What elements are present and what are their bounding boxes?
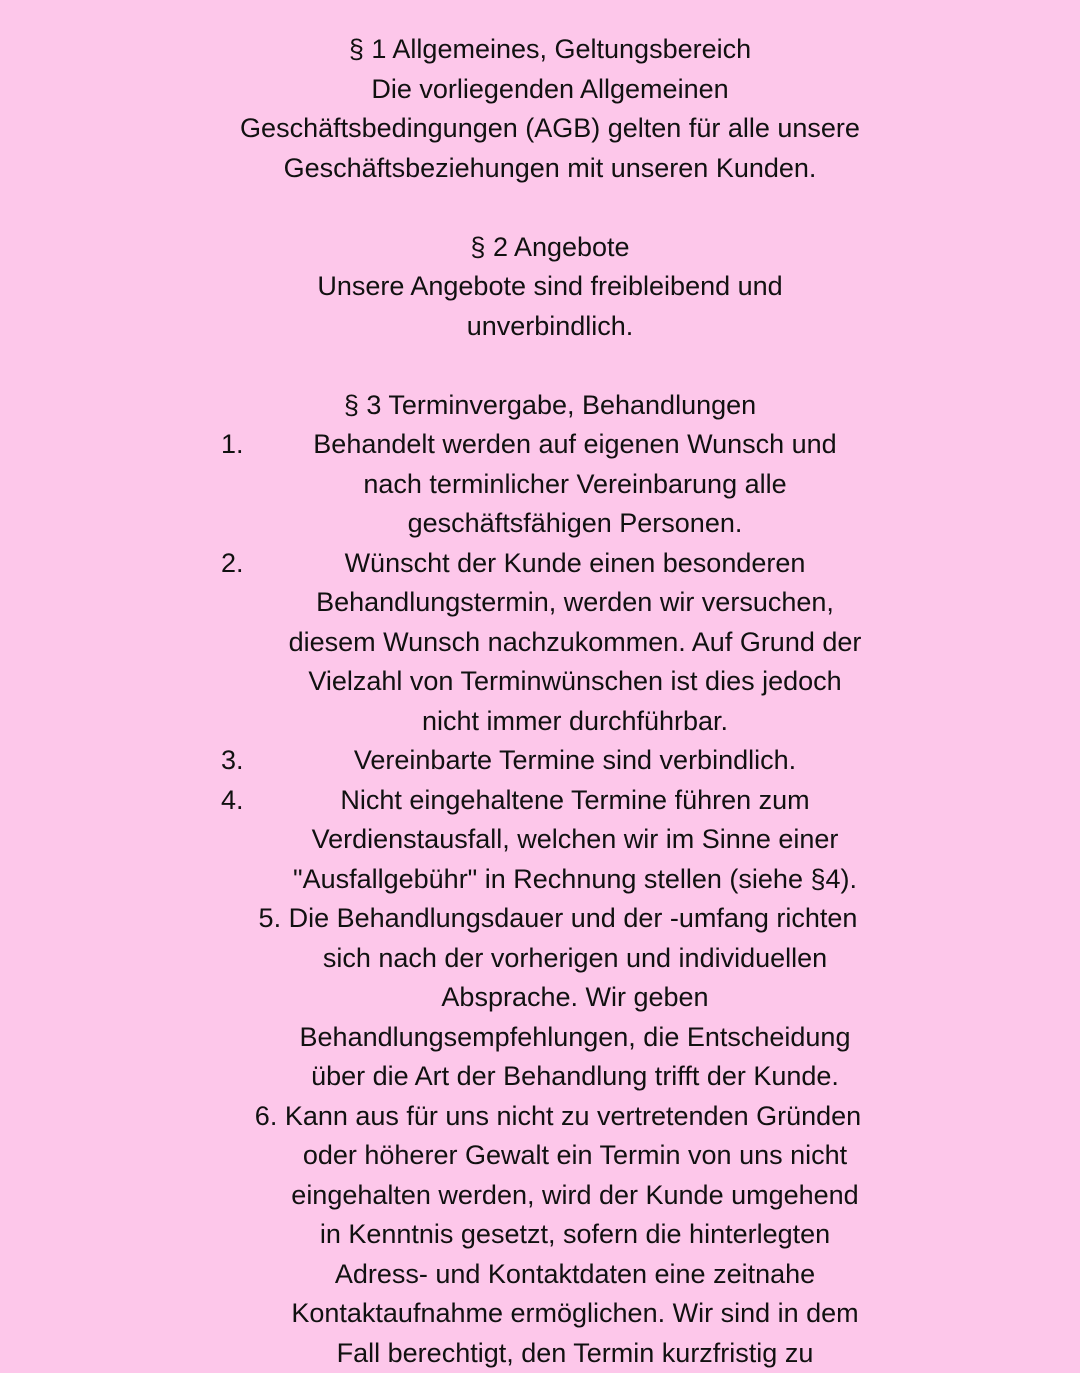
text-line (0, 267, 1080, 307)
agb-document (0, 30, 1080, 1373)
line-text: diesem Wunsch nachzukommen. Auf Grund der (150, 623, 1000, 663)
text-line (0, 1334, 1080, 1373)
text-line (0, 741, 1080, 781)
text-line (0, 899, 1080, 939)
line-text: Adress- und Kontaktdaten eine zeitnahe (150, 1255, 1000, 1295)
text-line (0, 820, 1080, 860)
line-text: Verdienstausfall, welchen wir im Sinne einer (150, 820, 1000, 860)
text-line (0, 149, 1080, 189)
line-text: Vereinbarte Termine sind verbindlich. (150, 741, 1000, 781)
text-line (0, 1057, 1080, 1097)
text-line (0, 623, 1080, 663)
text-line (0, 1136, 1080, 1176)
text-line (0, 1215, 1080, 1255)
list-number: 1. (221, 425, 244, 465)
line-text: Die vorliegenden Allgemeinen (100, 70, 1000, 110)
line-text: unverbindlich. (100, 307, 1000, 347)
text-line (0, 1097, 1080, 1137)
text-line (0, 662, 1080, 702)
text-line (0, 504, 1080, 544)
line-text: Nicht eingehaltene Termine führen zum (150, 781, 1000, 821)
text-line (0, 425, 1080, 465)
section-heading (0, 228, 1080, 268)
line-text: über die Art der Behandlung trifft der Kunde. (150, 1057, 1000, 1097)
text-line (0, 109, 1080, 149)
line-text: Vielzahl von Terminwünschen ist dies jedoch (150, 662, 1000, 702)
line-text: Geschäftsbedingungen (AGB) gelten für alle unsere (100, 109, 1000, 149)
blank-line (0, 346, 1080, 386)
list-number: 4. (221, 781, 244, 821)
line-text: Kontaktaufnahme ermöglichen. Wir sind in dem (150, 1294, 1000, 1334)
line-text: Fall berechtigt, den Termin kurzfristig zu (150, 1334, 1000, 1373)
line-text: eingehalten werden, wird der Kunde umgehend (150, 1176, 1000, 1216)
line-text: Unsere Angebote sind freibleibend und (100, 267, 1000, 307)
section-heading (0, 30, 1080, 70)
text-line (0, 465, 1080, 505)
text-line (0, 307, 1080, 347)
text-line (0, 939, 1080, 979)
line-text: Absprache. Wir geben (150, 978, 1000, 1018)
line-text: Geschäftsbeziehungen mit unseren Kunden. (100, 149, 1000, 189)
line-text: nach terminlicher Vereinbarung alle (150, 465, 1000, 505)
text-line (0, 583, 1080, 623)
text-line (0, 860, 1080, 900)
text-line (0, 781, 1080, 821)
text-line (0, 544, 1080, 584)
text-line (0, 1255, 1080, 1295)
line-text: sich nach der vorherigen und individuellen (150, 939, 1000, 979)
list-number: 3. (221, 741, 244, 781)
line-text: Behandlungsempfehlungen, die Entscheidung (150, 1018, 1000, 1058)
blank-line (0, 188, 1080, 228)
section-heading (0, 386, 1080, 426)
line-text: oder höherer Gewalt ein Termin von uns nicht (150, 1136, 1000, 1176)
line-text: Behandelt werden auf eigenen Wunsch und (150, 425, 1000, 465)
line-text: Behandlungstermin, werden wir versuchen, (150, 583, 1000, 623)
text-line (0, 1176, 1080, 1216)
text-line (0, 978, 1080, 1018)
text-line (0, 70, 1080, 110)
line-text: § 3 Terminvergabe, Behandlungen (100, 386, 1000, 426)
text-line (0, 702, 1080, 742)
line-text: 5. Die Behandlungsdauer und der -umfang richten (120, 899, 996, 939)
line-text: nicht immer durchführbar. (150, 702, 1000, 742)
line-text: § 2 Angebote (100, 228, 1000, 268)
line-text: in Kenntnis gesetzt, sofern die hinterlegten (150, 1215, 1000, 1255)
line-text: Wünscht der Kunde einen besonderen (150, 544, 1000, 584)
line-text: geschäftsfähigen Personen. (150, 504, 1000, 544)
line-text: 6. Kann aus für uns nicht zu vertretenden Gründen (120, 1097, 996, 1137)
line-text: "Ausfallgebühr" in Rechnung stellen (siehe §4). (150, 860, 1000, 900)
list-number: 2. (221, 544, 244, 584)
text-line (0, 1294, 1080, 1334)
line-text: § 1 Allgemeines, Geltungsbereich (100, 30, 1000, 70)
text-line (0, 1018, 1080, 1058)
